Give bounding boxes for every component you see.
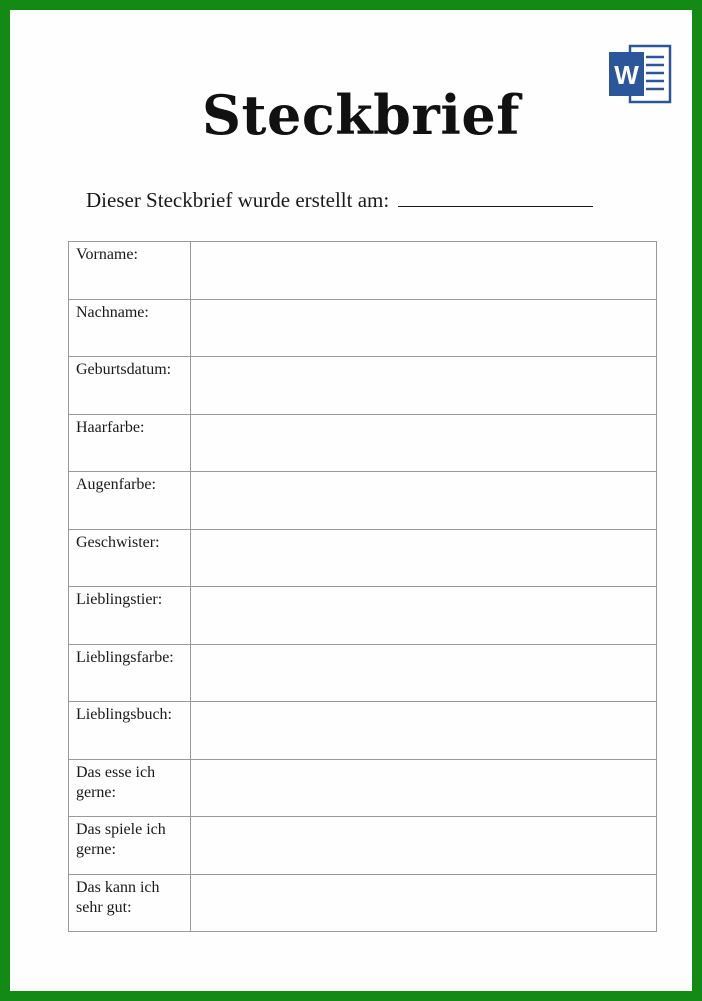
form-row <box>69 702 657 760</box>
form-field-value[interactable] <box>191 874 657 932</box>
document-title: Steckbrief <box>202 83 520 147</box>
form-field-value[interactable] <box>191 644 657 702</box>
creation-date-blank[interactable] <box>398 188 593 207</box>
form-field-label: Vorname: <box>69 242 191 300</box>
form-field-value[interactable] <box>191 472 657 530</box>
form-field-label: Lieblingstier: <box>69 587 191 645</box>
form-field-label: Das esse ich gerne: <box>69 759 191 817</box>
form-row <box>69 759 657 817</box>
form-row <box>69 414 657 472</box>
form-field-value[interactable] <box>191 759 657 817</box>
form-row <box>69 357 657 415</box>
form-field-value[interactable] <box>191 242 657 300</box>
form-field-label: Das kann ich sehr gut: <box>69 874 191 932</box>
form-field-value[interactable] <box>191 414 657 472</box>
form-row <box>69 529 657 587</box>
form-row <box>69 874 657 932</box>
form-field-label: Augenfarbe: <box>69 472 191 530</box>
form-field-value[interactable] <box>191 817 657 875</box>
form-field-value[interactable] <box>191 529 657 587</box>
form-row <box>69 299 657 357</box>
form-field-label: Geschwister: <box>69 529 191 587</box>
form-row <box>69 587 657 645</box>
form-field-value[interactable] <box>191 587 657 645</box>
svg-text:W: W <box>614 60 639 90</box>
form-field-label: Lieblingsbuch: <box>69 702 191 760</box>
form-field-label: Haarfarbe: <box>69 414 191 472</box>
form-field-value[interactable] <box>191 357 657 415</box>
form-field-label: Geburtsdatum: <box>69 357 191 415</box>
profile-form-table <box>68 241 657 932</box>
form-field-label: Lieblingsfarbe: <box>69 644 191 702</box>
form-row <box>69 817 657 875</box>
form-field-label: Das spiele ich gerne: <box>69 817 191 875</box>
form-row <box>69 472 657 530</box>
creation-date-label: Dieser Steckbrief wurde erstellt am: <box>86 188 390 212</box>
form-row <box>69 242 657 300</box>
form-field-value[interactable] <box>191 702 657 760</box>
form-field-value[interactable] <box>191 299 657 357</box>
form-field-label: Nachname: <box>69 299 191 357</box>
creation-date-line <box>86 188 593 213</box>
form-row <box>69 644 657 702</box>
